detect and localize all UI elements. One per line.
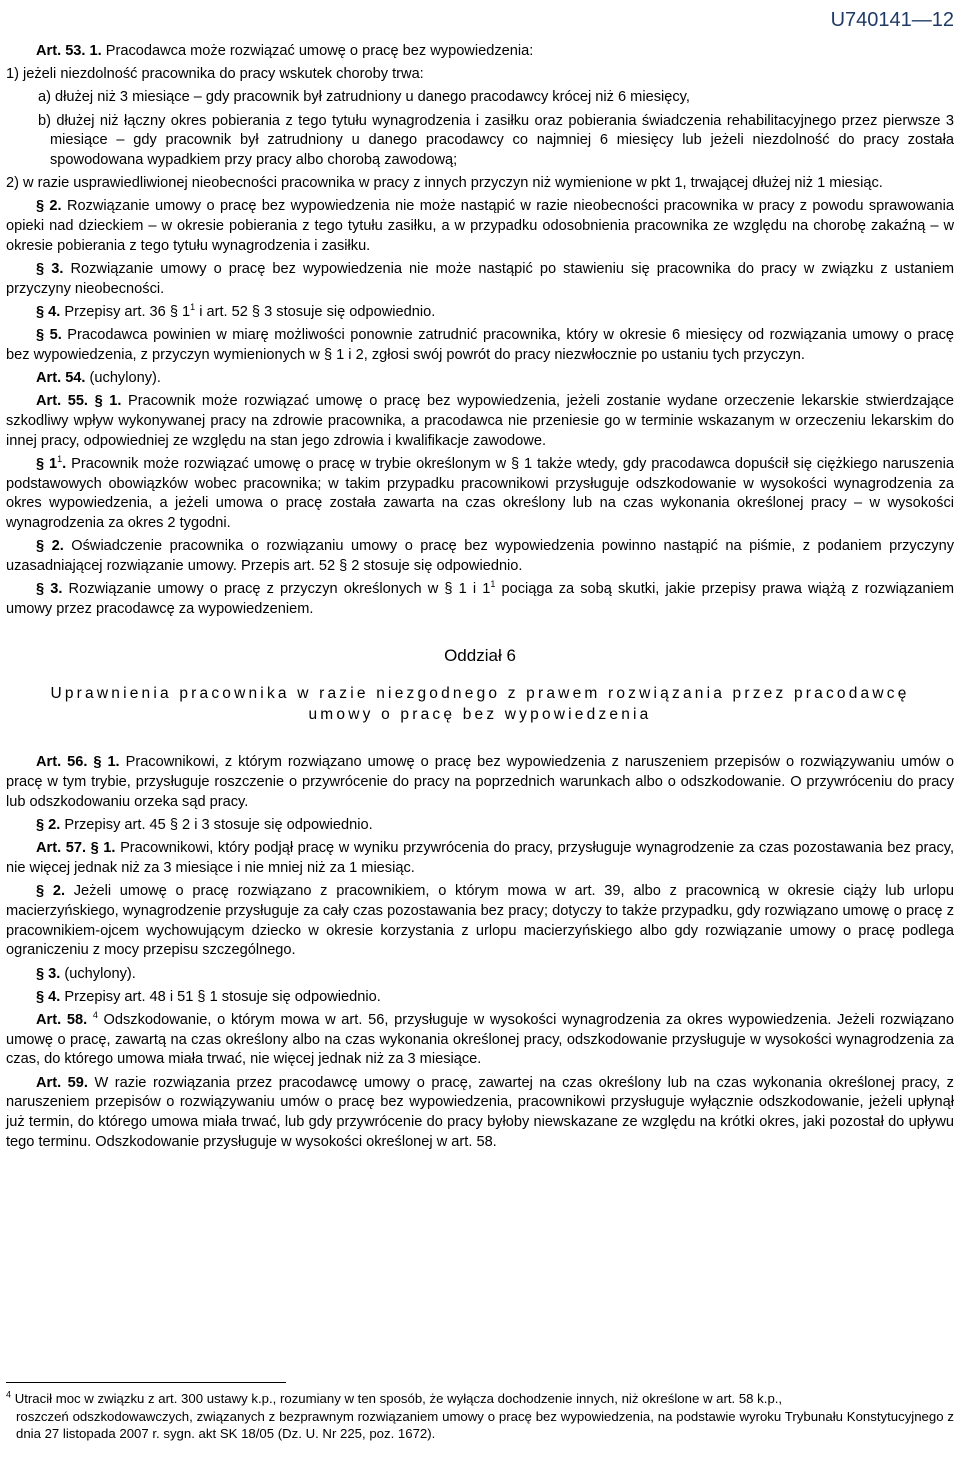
footnote-text-line1: Utracił moc w związku z art. 300 ustawy k.p., rozumiany w ten sposób, że wyłącza dochodzenie innych, niż określone w art. 58 k.p.,: [14, 1391, 783, 1406]
art53-point2: 2) w razie usprawiedliwionej nieobecności pracownika w pracy z innych przyczyn niż wymienione w pkt 1, trwającej dłużej niż 1 miesiąc.: [6, 175, 883, 192]
article-label: Art. 59.: [36, 1074, 88, 1091]
art57-par1: [6, 839, 954, 878]
document-reference: U740141: [830, 9, 912, 31]
page-header: U740141—12: [830, 9, 954, 31]
paragraph-text: Pracownik może rozwiązać umowę o pracę bez wypowiedzenia, jeżeli zostanie wydane orzeczenie lekarskie stwierdzające szkodliwy wpływ wykonywanej pracy na zdrowie pracownika, a pracodawca nie przeniesie go w terminie wskazanym w orzeczeniu lekarskim do innej pracy, odpowiedniej ze względu na stan jego zdrowia i kwalifikacje zawodowe.: [6, 393, 954, 449]
superscript: 1: [490, 579, 496, 590]
paragraph-number: § 3.: [36, 965, 61, 982]
art53-par2: [6, 197, 954, 256]
art53-par3: [6, 260, 954, 299]
paragraph-text: Pracownik może rozwiązać umowę o pracę w trybie określonym w § 1 także wtedy, gdy pracodawca dopuścił się ciężkiego naruszenia podstawowych obowiązków wobec pracownika; w takim przypadku pracownikowi przysługuje odszkodowanie w wysokości wynagrodzenia za okres wypowiedzenia, a jeżeli umowa o pracę została zawarta na czas określony lub na czas wykonania określonej pracy – w wysokości wynagrodzenia za okres 2 tygodni.: [6, 455, 954, 531]
paragraph-number: § 2.: [36, 883, 66, 900]
paragraph-text: Jeżeli umowę o pracę rozwiązano z pracownikiem, o którym mowa w art. 39, albo z pracownicą w okresie ciąży lub urlopu macierzyńskiego, wynagrodzenie przysługuje za cały czas pozostawania bez pracy; dotyczy to także przypadku, gdy rozwiązano umowę o pracę z pracownikiem-ojcem wychowującym dziecko w okresie korzystania z urlopu macierzyńskiego albo gdy rozwiązanie umowy o pracę podlega ograniczeniu z mocy przepisu szczególnego.: [6, 883, 954, 959]
article-text: W razie rozwiązania przez pracodawcę umowy o pracę, zawartej na czas określony lub na czas wykonania określonej pracy, z naruszeniem przepisów o rozwiązywaniu umów o pracę bez wypowiedzenia, pracownikowi przysługuje wyłącznie odszkodowanie, jeżeli upłynął już termin, do którego umowa miała trwać, lub gdy przywrócenie do pracy byłoby niewskazane ze względu na krótki okres, jaki pozostał do upływu tego terminu. Odszkodowanie przysługuje w wysokości określonej w art. 58.: [6, 1074, 954, 1150]
footnote-divider: [6, 1382, 286, 1383]
art55-par3: [6, 580, 954, 619]
paragraph-number: § 3.: [36, 261, 64, 278]
superscript: 1: [190, 302, 196, 313]
article-label: Art. 57.: [36, 840, 87, 857]
art56-par2: [6, 816, 954, 836]
art56-par1: [6, 753, 954, 812]
paragraph-text: Rozwiązanie umowy o pracę bez wypowiedzenia nie może nastąpić w razie nieobecności pracownika w pracy z powodu sprawowania opieki nad dzieckiem – w okresie pobierania z tego tytułu zasiłku, a w przypadku odosobnienia pracownika ze względu na chorobę zakaźną – w okresie pobierania z tego tytułu wynagrodzenia i zasiłku.: [6, 198, 954, 254]
article-label: Art. 53.: [36, 43, 86, 59]
article-label: Art. 56.: [36, 754, 88, 771]
paragraph-number: § 3.: [36, 581, 63, 598]
art57-par3: [6, 965, 954, 985]
paragraph-text: i art. 52 § 3 stosuje się odpowiednio.: [195, 303, 436, 320]
paragraph-number: § 2.: [36, 817, 61, 834]
paragraph-number-dot: .: [62, 455, 67, 472]
paragraph-text: Przepisy art. 36 § 1: [64, 303, 191, 320]
art53-par5: [6, 326, 954, 365]
paragraph-text: Pracownikowi, który podjął pracę w wyniku przywrócenia do pracy, przysługuje wynagrodzenie za czas pozostawania bez pracy, nie więcej jednak niż za 3 miesiące i nie mniej niż za 1 miesiąc.: [6, 840, 955, 876]
footnote-reference[interactable]: 4: [92, 1010, 98, 1021]
paragraph-number: § 4.: [36, 303, 61, 320]
footnote-marker: 4: [6, 1389, 12, 1400]
paragraph-text: Pracodawca może rozwiązać umowę o pracę bez wypowiedzenia:: [105, 43, 534, 59]
art55-par1: [6, 392, 954, 451]
superscript: 1: [57, 454, 63, 464]
art54: [6, 369, 954, 389]
article-text: Odszkodowanie, o którym mowa w art. 56, przysługuje w wysokości wynagrodzenia za okres wypowiedzenia. Jeżeli rozwiązano umowę o pracę, zawartą na czas określony albo na czas wykonania określonej pracy, odszkodowanie przysługuje w wysokości wynagrodzenia za czas, do którego umowa miała trwać, nie więcej jednak niż za 3 miesiące.: [6, 1011, 954, 1068]
paragraph-text: pociąga za sobą skutki, jakie przepisy prawa wiążą z rozwiązaniem umowy przez pracodawcę za wypowiedzeniem.: [6, 581, 955, 617]
art55-par2: [6, 537, 954, 576]
paragraph-number: § 1.: [90, 840, 116, 857]
paragraph-text: Oświadczenie pracownika o rozwiązaniu umowy o pracę bez wypowiedzenia powinno nastąpić na piśmie, z podaniem przyczyny uzasadniającej rozwiązanie umowy. Przepis art. 52 § 2 stosuje się odpowiednio.: [6, 538, 955, 574]
paragraph-text: Przepisy art. 45 § 2 i 3 stosuje się odpowiednio.: [64, 817, 373, 834]
paragraph-number: § 5.: [36, 327, 62, 344]
paragraph-text: Pracodawca powinien w miarę możliwości ponownie zatrudnić pracownika, który w okresie 6 miesięcy od rozwiązania umowy o pracę bez wypowiedzenia, z przyczyn wymienionych w § 1 i 2, zgłosi swój powrót do pracy niezwłocznie po ustaniu tych przyczyn.: [6, 327, 955, 363]
paragraph-text: Pracownikowi, z którym rozwiązano umowę o pracę bez wypowiedzenia z naruszeniem przepisów o rozwiązywaniu umów o pracę w tym trybie, przysługuje roszczenie o przywrócenie do pracy na poprzednich warunkach albo o odszkodowanie. O przywróceniu do pracy lub odszkodowaniu orzeka sąd pracy.: [6, 754, 954, 810]
paragraph-number: § 2.: [36, 198, 62, 215]
paragraph-text: Rozwiązanie umowy o pracę z przyczyn określonych w § 1 i 1: [68, 581, 491, 598]
paragraph-text: Rozwiązanie umowy o pracę bez wypowiedzenia nie może nastąpić po stawieniu się pracownika do pracy w związku z ustaniem przyczyny nieobecności.: [6, 261, 954, 297]
paragraph-number: § 2.: [36, 538, 64, 555]
section-title: Oddział 6: [444, 646, 516, 666]
article-label: Art. 55.: [36, 393, 88, 410]
art53-letter-b: b) dłużej niż łączny okres pobierania z tego tytułu wynagrodzenia i zasiłku oraz pobierania świadczenia rehabilitacyjnego przez pierwsze 3 miesiące – gdy pracownik był zatrudniony u danego pracodawcy co najmniej 6 miesięcy lub jeżeli niezdolność do pracy została spowodowana wypadkiem przy pracy albo chorobą zawodową;: [38, 112, 954, 169]
article-text: (uchylony).: [89, 370, 161, 387]
footnote: [6, 1390, 954, 1443]
article-label: Art. 58.: [36, 1011, 88, 1028]
art58: [6, 1011, 954, 1070]
paragraph-number: § 4.: [36, 988, 61, 1005]
article-label: Art. 54.: [36, 370, 86, 387]
paragraph-number: § 1: [36, 455, 58, 472]
paragraph-number: § 1.: [94, 393, 122, 410]
paragraph-text: (uchylony).: [64, 965, 136, 982]
art57-par4: [6, 988, 954, 1008]
paragraph-number: 1.: [89, 43, 102, 59]
art57-par2: [6, 882, 954, 961]
section-subtitle-line1: Uprawnienia pracownika w razie niezgodnego z prawem rozwiązania przez pracodawcę: [50, 685, 910, 703]
paragraph-text: Przepisy art. 48 i 51 § 1 stosuje się odpowiednio.: [64, 988, 381, 1005]
section-subtitle: [6, 683, 954, 725]
section-subtitle-line2: umowy o pracę bez wypowiedzenia: [308, 706, 652, 724]
art53-letter-a: a) dłużej niż 3 miesiące – gdy pracownik był zatrudniony u danego pracodawcy krócej niż 6 miesięcy,: [38, 89, 690, 106]
art53-par1: [6, 42, 954, 62]
paragraph-number: § 1.: [93, 754, 120, 771]
art53-point1: 1) jeżeli niezdolność pracownika do pracy wskutek choroby trwa:: [6, 66, 424, 83]
art59: [6, 1074, 954, 1153]
art53-par4: [6, 303, 954, 323]
footnote-text-rest: roszczeń odszkodowawczych, związanych z bezprawnym rozwiązaniem umowy o pracę bez wypowiedzenia, na podstawie wyroku Trybunału Konstytucyjnego z dnia 27 listopada 2007 r. sygn. akt SK 18/05 (Dz. U. Nr 225, poz. 1672).: [16, 1408, 954, 1441]
page-number: 12: [931, 9, 954, 31]
art55-par1-1: [6, 455, 954, 534]
